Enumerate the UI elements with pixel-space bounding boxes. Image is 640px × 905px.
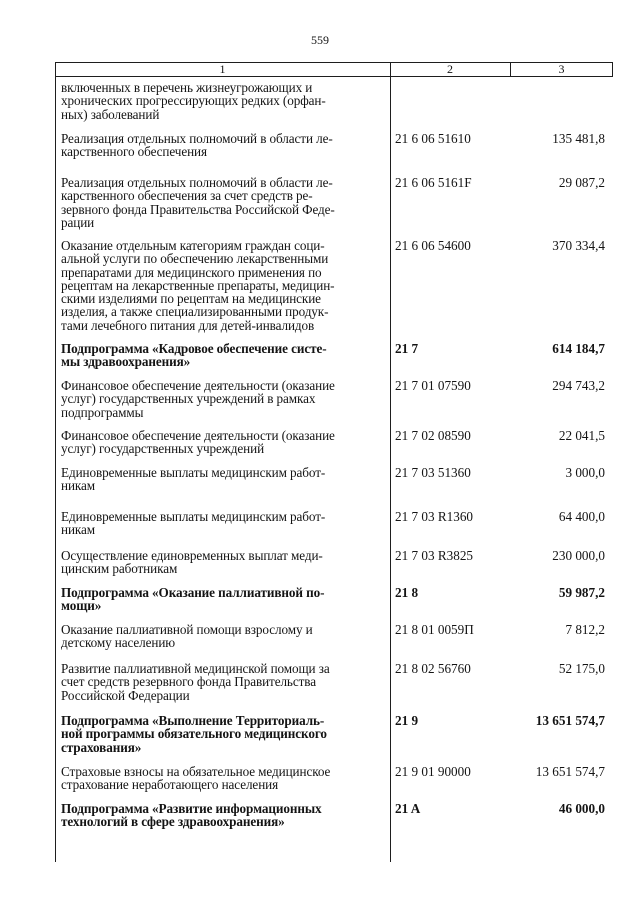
row-code: 21 8 02 56760 (395, 661, 471, 676)
row-code: 21 7 01 07590 (395, 378, 471, 393)
row-code: 21 7 02 08590 (395, 428, 471, 443)
description-line: Финансовое обеспечение деятельности (оказание (61, 428, 335, 443)
description-line: рации (61, 214, 95, 230)
description-line: детскому населению (61, 635, 176, 651)
row-code: 21 7 (395, 341, 419, 356)
row-amount: 59 987,2 (558, 585, 605, 600)
row-amount: 3 000,0 (565, 465, 605, 480)
description-line: цинским работникам (61, 561, 178, 577)
row-description (61, 176, 386, 229)
row-code: 21 7 03 51360 (395, 465, 471, 480)
row-description (61, 429, 386, 456)
description-line: счет средств резервного фонда Правительства (61, 674, 316, 690)
description-line: услуг) государственных учреждений (61, 441, 265, 457)
row-description (61, 765, 386, 792)
description-line: Подпрограмма «Развитие информационных (61, 801, 322, 816)
description-line: страхование неработающего населения (61, 777, 279, 793)
description-line: мы здравоохранения» (61, 354, 191, 370)
description-line: технологий в сфере здравоохранения» (61, 814, 285, 830)
header-col-2: 2 (447, 62, 453, 76)
row-description (61, 510, 386, 537)
description-line: скими изделиями по рецептам на медицинские (61, 291, 321, 307)
row-code: 21 6 06 5161F (395, 175, 472, 190)
row-code: 21 7 03 R3825 (395, 548, 474, 563)
description-line: Подпрограмма «Выполнение Территориаль- (61, 713, 325, 728)
row-amount: 370 334,4 (552, 238, 605, 253)
row-code: 21 8 (395, 585, 419, 600)
table-left-rule (55, 62, 56, 862)
row-code: 21 6 06 54600 (395, 238, 471, 253)
header-col-3: 3 (558, 62, 565, 76)
description-line: услуг) государственных учреждений в рамках (61, 391, 316, 407)
row-description (61, 662, 386, 702)
description-line: никам (61, 478, 96, 494)
description-line: Единовременные выплаты медицинским работ- (61, 465, 326, 480)
description-line: тами лечебного питания для детей-инвалидов (61, 317, 315, 333)
description-line: карственного обеспечения (61, 144, 207, 160)
row-amount: 46 000,0 (558, 801, 605, 816)
description-line: карственного обеспечения за счет средств ре- (61, 188, 313, 204)
description-line: хронических прогрессирующих редких (орфан- (61, 93, 326, 109)
row-amount: 13 651 574,7 (535, 764, 605, 779)
row-amount: 22 041,5 (558, 428, 605, 443)
description-line: страхования» (61, 739, 142, 755)
description-line: зервного фонда Правительства Российской Феде- (61, 201, 335, 217)
description-line: включенных в перечень жизнеугрожающих и (61, 80, 313, 95)
row-amount: 230 000,0 (552, 548, 605, 563)
row-code: 21 A (395, 801, 421, 816)
description-line: Страховые взносы на обязательное медицинское (61, 764, 331, 779)
row-description (61, 549, 386, 576)
row-description (61, 132, 386, 159)
description-line: Подпрограмма «Оказание паллиативной по- (61, 585, 325, 600)
description-line: Подпрограмма «Кадровое обеспечение систе- (61, 341, 327, 356)
description-line: Российской Федерации (61, 687, 190, 703)
description-line: Оказание отдельным категориям граждан соци- (61, 238, 325, 253)
header-bottom-rule (55, 76, 613, 77)
row-description (61, 586, 386, 613)
description-line: препаратами для медицинского применения по (61, 264, 322, 280)
row-amount: 29 087,2 (558, 175, 605, 190)
header-col-1: 1 (219, 62, 226, 76)
row-description (61, 466, 386, 493)
row-code: 21 8 01 0059П (395, 622, 474, 637)
row-amount: 7 812,2 (565, 622, 605, 637)
description-line: Развитие паллиативной медицинской помощи за (61, 661, 330, 676)
description-line: изделия, а также специализированными продук- (61, 304, 329, 320)
description-line: никам (61, 522, 96, 538)
row-amount: 614 184,7 (552, 341, 605, 356)
row-description (61, 379, 386, 419)
description-line: Оказание паллиативной помощи взрослому и (61, 622, 313, 637)
row-amount: 294 743,2 (552, 378, 605, 393)
row-description (61, 802, 386, 829)
description-line: Осуществление единовременных выплат меди- (61, 548, 323, 563)
row-amount: 64 400,0 (558, 509, 605, 524)
page-number: 559 (311, 33, 329, 47)
row-description (61, 81, 386, 121)
description-line: Реализация отдельных полномочий в области ле- (61, 131, 333, 146)
description-line: мощи» (61, 598, 102, 614)
row-amount: 135 481,8 (552, 131, 605, 146)
row-code: 21 7 03 R1360 (395, 509, 474, 524)
row-description (61, 623, 386, 650)
row-code: 21 9 (395, 713, 419, 728)
description-line: рецептам на лекарственные препараты, медицин- (61, 277, 335, 293)
budget-table (55, 62, 613, 862)
row-amount: 13 651 574,7 (535, 713, 605, 728)
row-code: 21 9 01 90000 (395, 764, 471, 779)
description-line: Финансовое обеспечение деятельности (оказание (61, 378, 335, 393)
row-amount: 52 175,0 (558, 661, 605, 676)
description-line: ных) заболеваний (61, 106, 160, 122)
row-code: 21 6 06 51610 (395, 131, 471, 146)
row-description (61, 342, 386, 369)
description-line: ной программы обязательного медицинского (61, 726, 327, 742)
description-line: подпрограммы (61, 404, 144, 420)
row-description (61, 239, 386, 332)
description-line: Реализация отдельных полномочий в области ле- (61, 175, 333, 190)
column-rule-1 (390, 62, 391, 862)
row-description (61, 714, 386, 754)
description-line: Единовременные выплаты медицинским работ- (61, 509, 326, 524)
description-line: альной услуги по обеспечению лекарственными (61, 251, 329, 267)
